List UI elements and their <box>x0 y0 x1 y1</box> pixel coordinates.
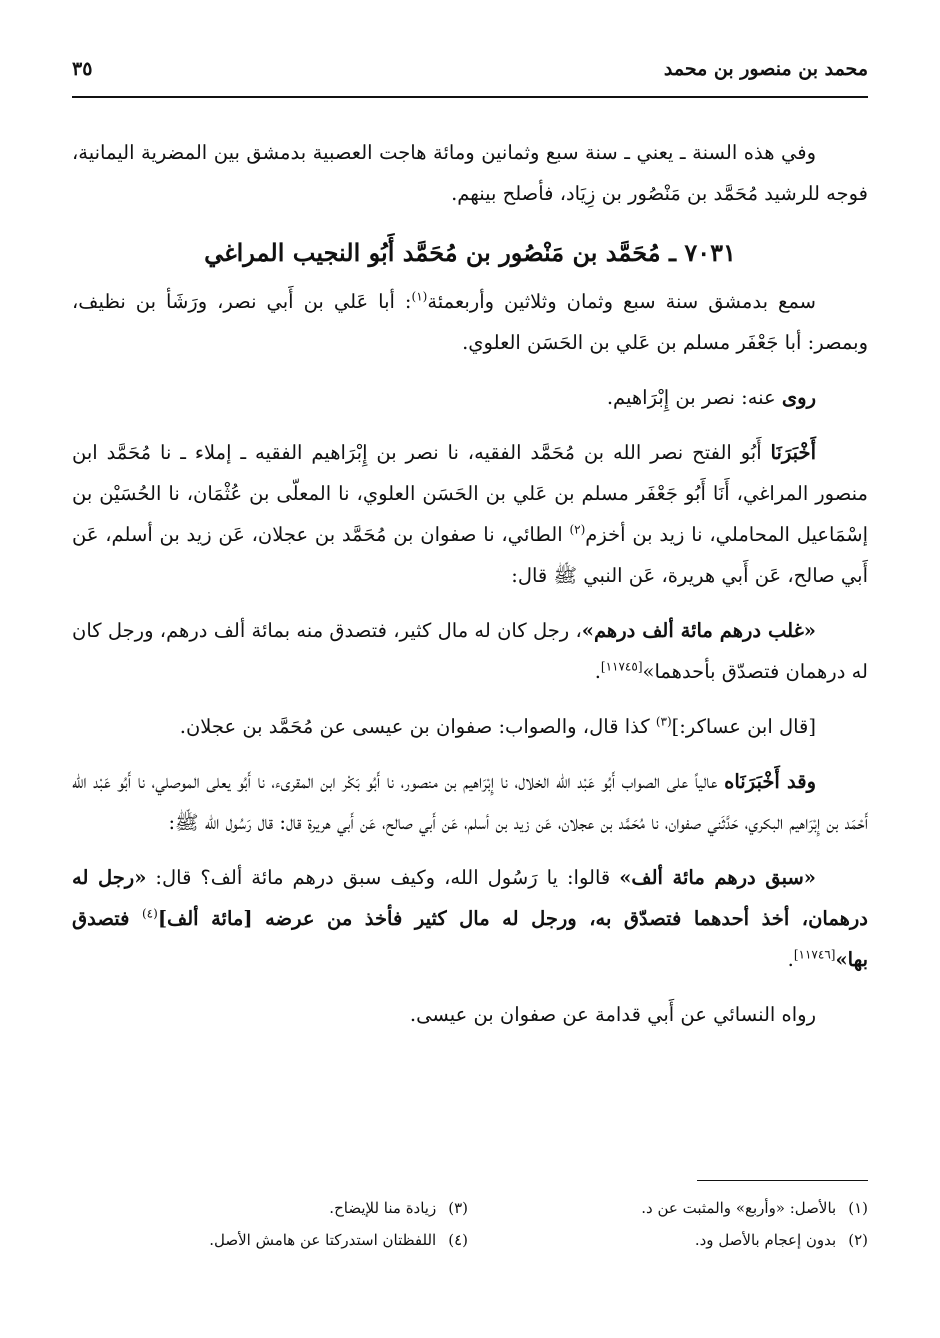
page-number: ٣٥ <box>72 58 93 80</box>
footnote-ref-4: (٤) <box>141 906 158 921</box>
footnote-ref-1: (١) <box>411 289 428 304</box>
main-text <box>72 132 868 1035</box>
paragraph-sami: سمع بدمشق سنة سبع وثمان وثلاثين وأربعمئة$^{(١)}$: أبا عَلي بن أَبي نصر، ورَشَأ بن نظيف، وبمصر: أبا جَعْفَر مسلم بن عَلي بن الحَسَن العلوي. <box>72 289 868 354</box>
paragraph-isnad-1: أَخْبَرَنَا أَبُو الفتح نصر الله بن مُحَمَّد الفقيه، نا نصر بن إِبْرَاهيم الفقيه ـ إملاء ـ نا مُحَمَّد ابن منصور المراغي، أَنَا أَبُو جَعْفَر مسلم بن عَلي بن الحَسَن العلوي، نا المعلّى بن عُثْمَان، نا الحُسَيْن بن إسْمَاعيل المحاملي، نا زيد بن أخزم$^{(٢)}$ الطائي، نا صفوان بن مُحَمَّد بن عجلان، عَن زيد بن أسلم، عَن أَبي صالح، عَن أَبي هريرة، عَن النبي ﷺ قال: <box>72 441 868 587</box>
hadith-number-1: [١١٧٤٥] <box>600 659 643 674</box>
running-title: محمد بن منصور بن محمد <box>663 58 868 80</box>
paragraph-isnad-2: وقد أَخْبَرَنَاه عالياً على الصواب أَبُو عَبْد الله الخلال، نا إِبْرَاهيم بن منصور، نا أَبُو بَكْر ابن المقرىء، نا أَبُو يعلى الموصلي، نا أَبُو عَبْد الله أَحْمَد بن إِبْرَاهيم البكري، حَدَّثَني صفوان، نا مُحَمَّد بن عجلان، عَن زيد بن أسلم، عَن أَبي صالح، عَن أَبي هريرة قال: قال رَسُول الله ﷺ: <box>72 770 868 834</box>
paragraph-rawa: روى عنه: نصر بن إِبْرَاهيم. <box>606 386 816 409</box>
footnote-divider <box>697 1180 868 1181</box>
hadith-number-2: [١١٧٤٦] <box>793 947 836 962</box>
footnote-2: (٢)بدون إعجام بالأصل ود. <box>694 1231 868 1249</box>
footnote-ref-2: (٢) <box>569 522 586 537</box>
page-header <box>72 58 868 88</box>
paragraph-nasai: رواه النسائي عن أَبي قدامة عن صفوان بن عيسى. <box>409 1003 816 1026</box>
biography-heading: ٧٠٣١ ـ مُحَمَّد بن مَنْصُور بن مُحَمَّد أَبُو النجيب المراغي <box>204 238 736 267</box>
paragraph-intro: وفي هذه السنة ـ يعني ـ سنة سبع وثمانين ومائة هاجت العصبية بدمشق بين المضرية اليمانية، فوجه للرشيد مُحَمَّد بن مَنْصُور بن زِيَاد، فأصلح بينهم. <box>72 141 868 205</box>
footnote-ref-3: (٣) <box>655 714 672 729</box>
paragraph-hadith-1: «غلب درهم مائة ألف درهم»، رجل كان له مال كثير، فتصدق منه بمائة ألف درهم، ورجل كان له درهمان فتصدّق بأحدهما»[١١٧٤٥]. <box>72 619 868 683</box>
paragraph-hadith-2: «سبق درهم مائة ألف» قالوا: يا رَسُول الله، وكيف سبق درهم مائة ألف؟ قال: «رجل له درهمان، أخذ أحدهما فتصدّق به، ورجل له مال كثير فأخذ من عرضه [مائة ألف]$^{(٤)}$ فتصدق بها»[١١٧٤٦]. <box>72 866 868 971</box>
header-divider <box>72 96 868 98</box>
footnote-1: (١)بالأصل: «وأربع» والمثبت عن د. <box>641 1199 868 1217</box>
footnote-3: (٣)زيادة منا للإيضاح. <box>329 1199 468 1217</box>
footnote-4: (٤)اللفظتان استدركتا عن هامش الأصل. <box>209 1231 468 1249</box>
paragraph-ibn-asakir: [قال ابن عساكر:]$^{(٣)}$ كذا قال، والصواب: صفوان بن عيسى عن مُحَمَّد بن عجلان. <box>179 714 816 738</box>
